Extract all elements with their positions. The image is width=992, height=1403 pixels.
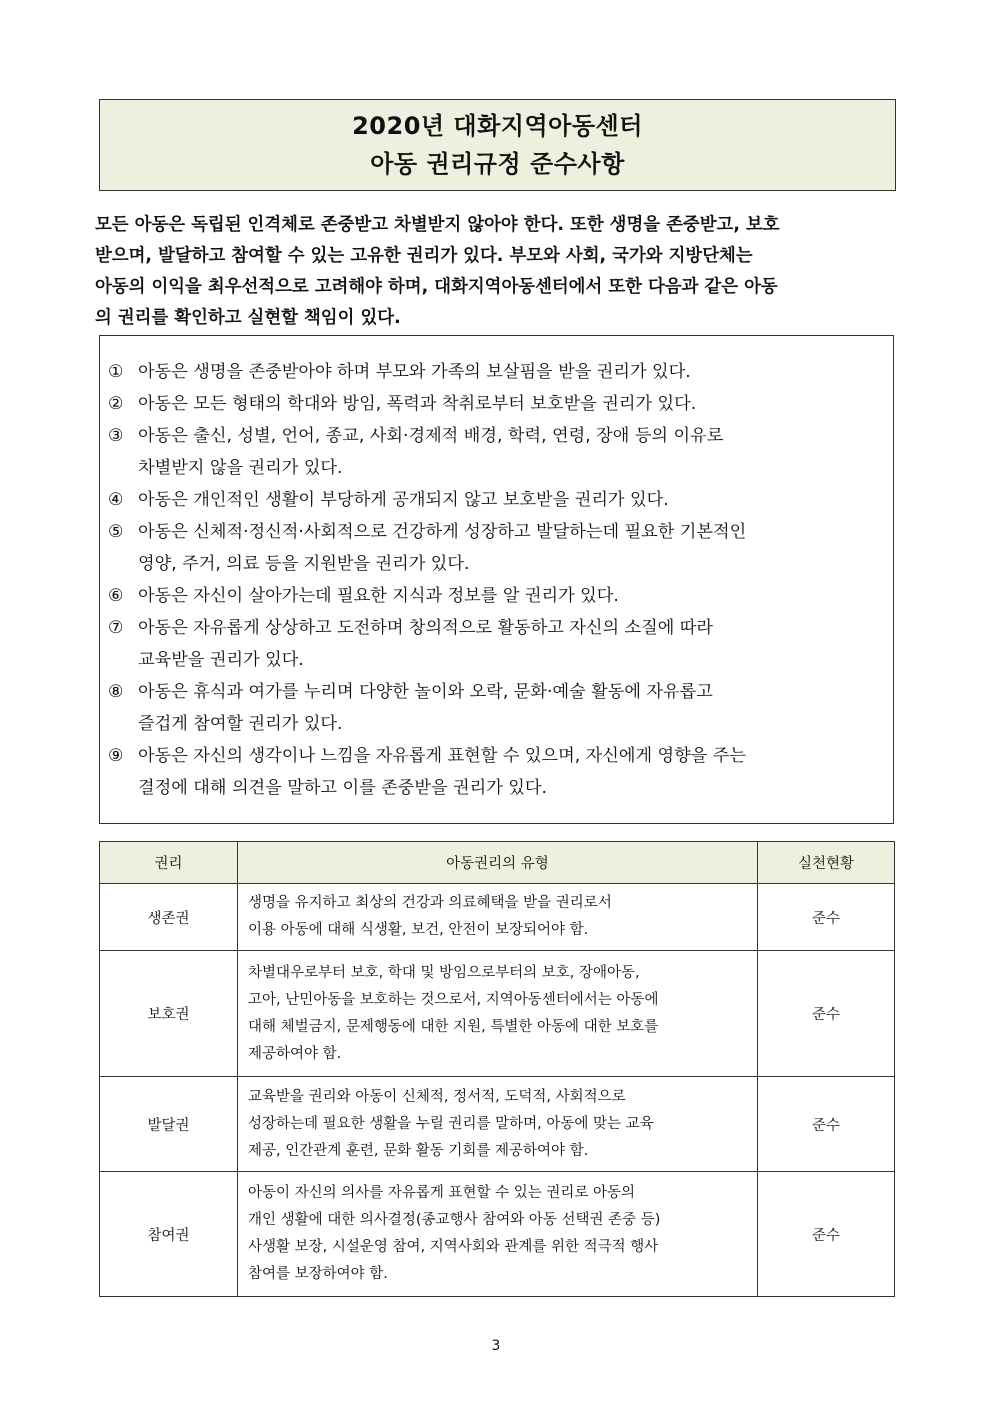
intro-paragraph xyxy=(95,210,900,334)
rights-list-box xyxy=(99,335,894,824)
right-number: ⑦ xyxy=(108,618,124,638)
right-number: ⑥ xyxy=(108,586,124,606)
right-name-cell: 보호권 xyxy=(100,951,238,1077)
right-name-cell: 발달권 xyxy=(100,1077,238,1172)
right-text: 아동은 모든 형태의 학대와 방임, 폭력과 착취로부터 보호받을 권리가 있다. xyxy=(138,394,697,414)
right-number: ⑨ xyxy=(108,746,124,766)
right-item-6 xyxy=(108,580,885,612)
right-desc-cell: 교육받을 권리와 아동이 신체적, 정서적, 도덕적, 사회적으로 성장하는데 필요한 생활을 누릴 권리를 말하며, 아동에 맞는 교육 제공, 인간관계 훈련, 문화 활동 기회를 제공하여야 함. xyxy=(238,1077,758,1172)
right-number: ④ xyxy=(108,490,124,510)
intro-line: 아동의 이익을 최우선적으로 고려해야 하며, 대화지역아동센터에서 또한 다음과 같은 아동 xyxy=(95,277,778,297)
status-cell: 준수 xyxy=(758,884,895,951)
status-cell: 준수 xyxy=(758,951,895,1077)
right-number: ⑧ xyxy=(108,682,124,702)
title-line-1: 2020년 대화지역아동센터 xyxy=(352,112,643,140)
right-item-3 xyxy=(108,420,885,484)
header-status: 실천현황 xyxy=(758,842,895,884)
table-header-row xyxy=(100,842,895,884)
right-item-8 xyxy=(108,676,885,740)
intro-line: 의 권리를 확인하고 실현할 책임이 있다. xyxy=(95,308,401,328)
title-line-2: 아동 권리규정 준수사항 xyxy=(370,150,625,178)
right-number: ③ xyxy=(108,426,124,446)
right-item-2 xyxy=(108,388,885,420)
table-row xyxy=(100,951,895,1077)
title-box xyxy=(99,99,896,191)
right-text: 아동은 자유롭게 상상하고 도전하며 창의적으로 활동하고 자신의 소질에 따라 교육받을 권리가 있다. xyxy=(138,618,714,670)
right-text: 아동은 자신의 생각이나 느낌을 자유롭게 표현할 수 있으며, 자신에게 영향을 주는 결정에 대해 의견을 말하고 이를 존중받을 권리가 있다. xyxy=(138,746,747,798)
right-item-9 xyxy=(108,740,885,804)
right-text: 아동은 휴식과 여가를 누리며 다양한 놀이와 오락, 문화·예술 활동에 자유롭고 즐겁게 참여할 권리가 있다. xyxy=(138,682,713,734)
intro-line: 모든 아동은 독립된 인격체로 존중받고 차별받지 않아야 한다. 또한 생명을 존중받고, 보호 xyxy=(95,215,780,235)
header-right: 권리 xyxy=(100,842,238,884)
rights-table xyxy=(99,841,895,1297)
table-row xyxy=(100,1077,895,1172)
right-number: ② xyxy=(108,394,124,414)
status-cell: 준수 xyxy=(758,1077,895,1172)
right-number: ① xyxy=(108,362,124,382)
right-text: 아동은 자신이 살아가는데 필요한 지식과 정보를 알 권리가 있다. xyxy=(138,586,619,606)
right-desc-cell: 생명을 유지하고 최상의 건강과 의료혜택을 받을 권리로서 이용 아동에 대해 식생활, 보건, 안전이 보장되어야 함. xyxy=(238,884,758,951)
right-text: 아동은 생명을 존중받아야 하며 부모와 가족의 보살핌을 받을 권리가 있다. xyxy=(138,362,691,382)
right-text: 아동은 개인적인 생활이 부당하게 공개되지 않고 보호받을 권리가 있다. xyxy=(138,490,669,510)
status-cell: 준수 xyxy=(758,1172,895,1297)
right-name-cell: 생존권 xyxy=(100,884,238,951)
page-number: 3 xyxy=(491,1338,501,1354)
right-desc-cell: 차별대우로부터 보호, 학대 및 방임으로부터의 보호, 장애아동, 고아, 난민아동을 보호하는 것으로서, 지역아동센터에서는 아동에 대해 체벌금지, 문제행동에 대한 지원, 특별한 아동에 대한 보호를 제공하여야 함. xyxy=(238,951,758,1077)
intro-line: 받으며, 발달하고 참여할 수 있는 고유한 권리가 있다. 부모와 사회, 국가와 지방단체는 xyxy=(95,246,753,266)
right-item-5 xyxy=(108,516,885,580)
right-item-4 xyxy=(108,484,885,516)
right-number: ⑤ xyxy=(108,522,124,542)
right-desc-cell: 아동이 자신의 의사를 자유롭게 표현할 수 있는 권리로 아동의 개인 생활에 대한 의사결정(종교행사 참여와 아동 선택권 존중 등) 사생활 보장, 시설운영 참여, 지역사회와 관계를 위한 적극적 행사 참여를 보장하여야 함. xyxy=(238,1172,758,1297)
right-name-cell: 참여권 xyxy=(100,1172,238,1297)
table-row xyxy=(100,1172,895,1297)
table-row xyxy=(100,884,895,951)
right-item-1 xyxy=(108,356,885,388)
header-type: 아동권리의 유형 xyxy=(238,842,758,884)
right-text: 아동은 신체적·정신적·사회적으로 건강하게 성장하고 발달하는데 필요한 기본적인 영양, 주거, 의료 등을 지원받을 권리가 있다. xyxy=(138,522,747,574)
right-text: 아동은 출신, 성별, 언어, 종교, 사회·경제적 배경, 학력, 연령, 장애 등의 이유로 차별받지 않을 권리가 있다. xyxy=(138,426,724,478)
right-item-7 xyxy=(108,612,885,676)
